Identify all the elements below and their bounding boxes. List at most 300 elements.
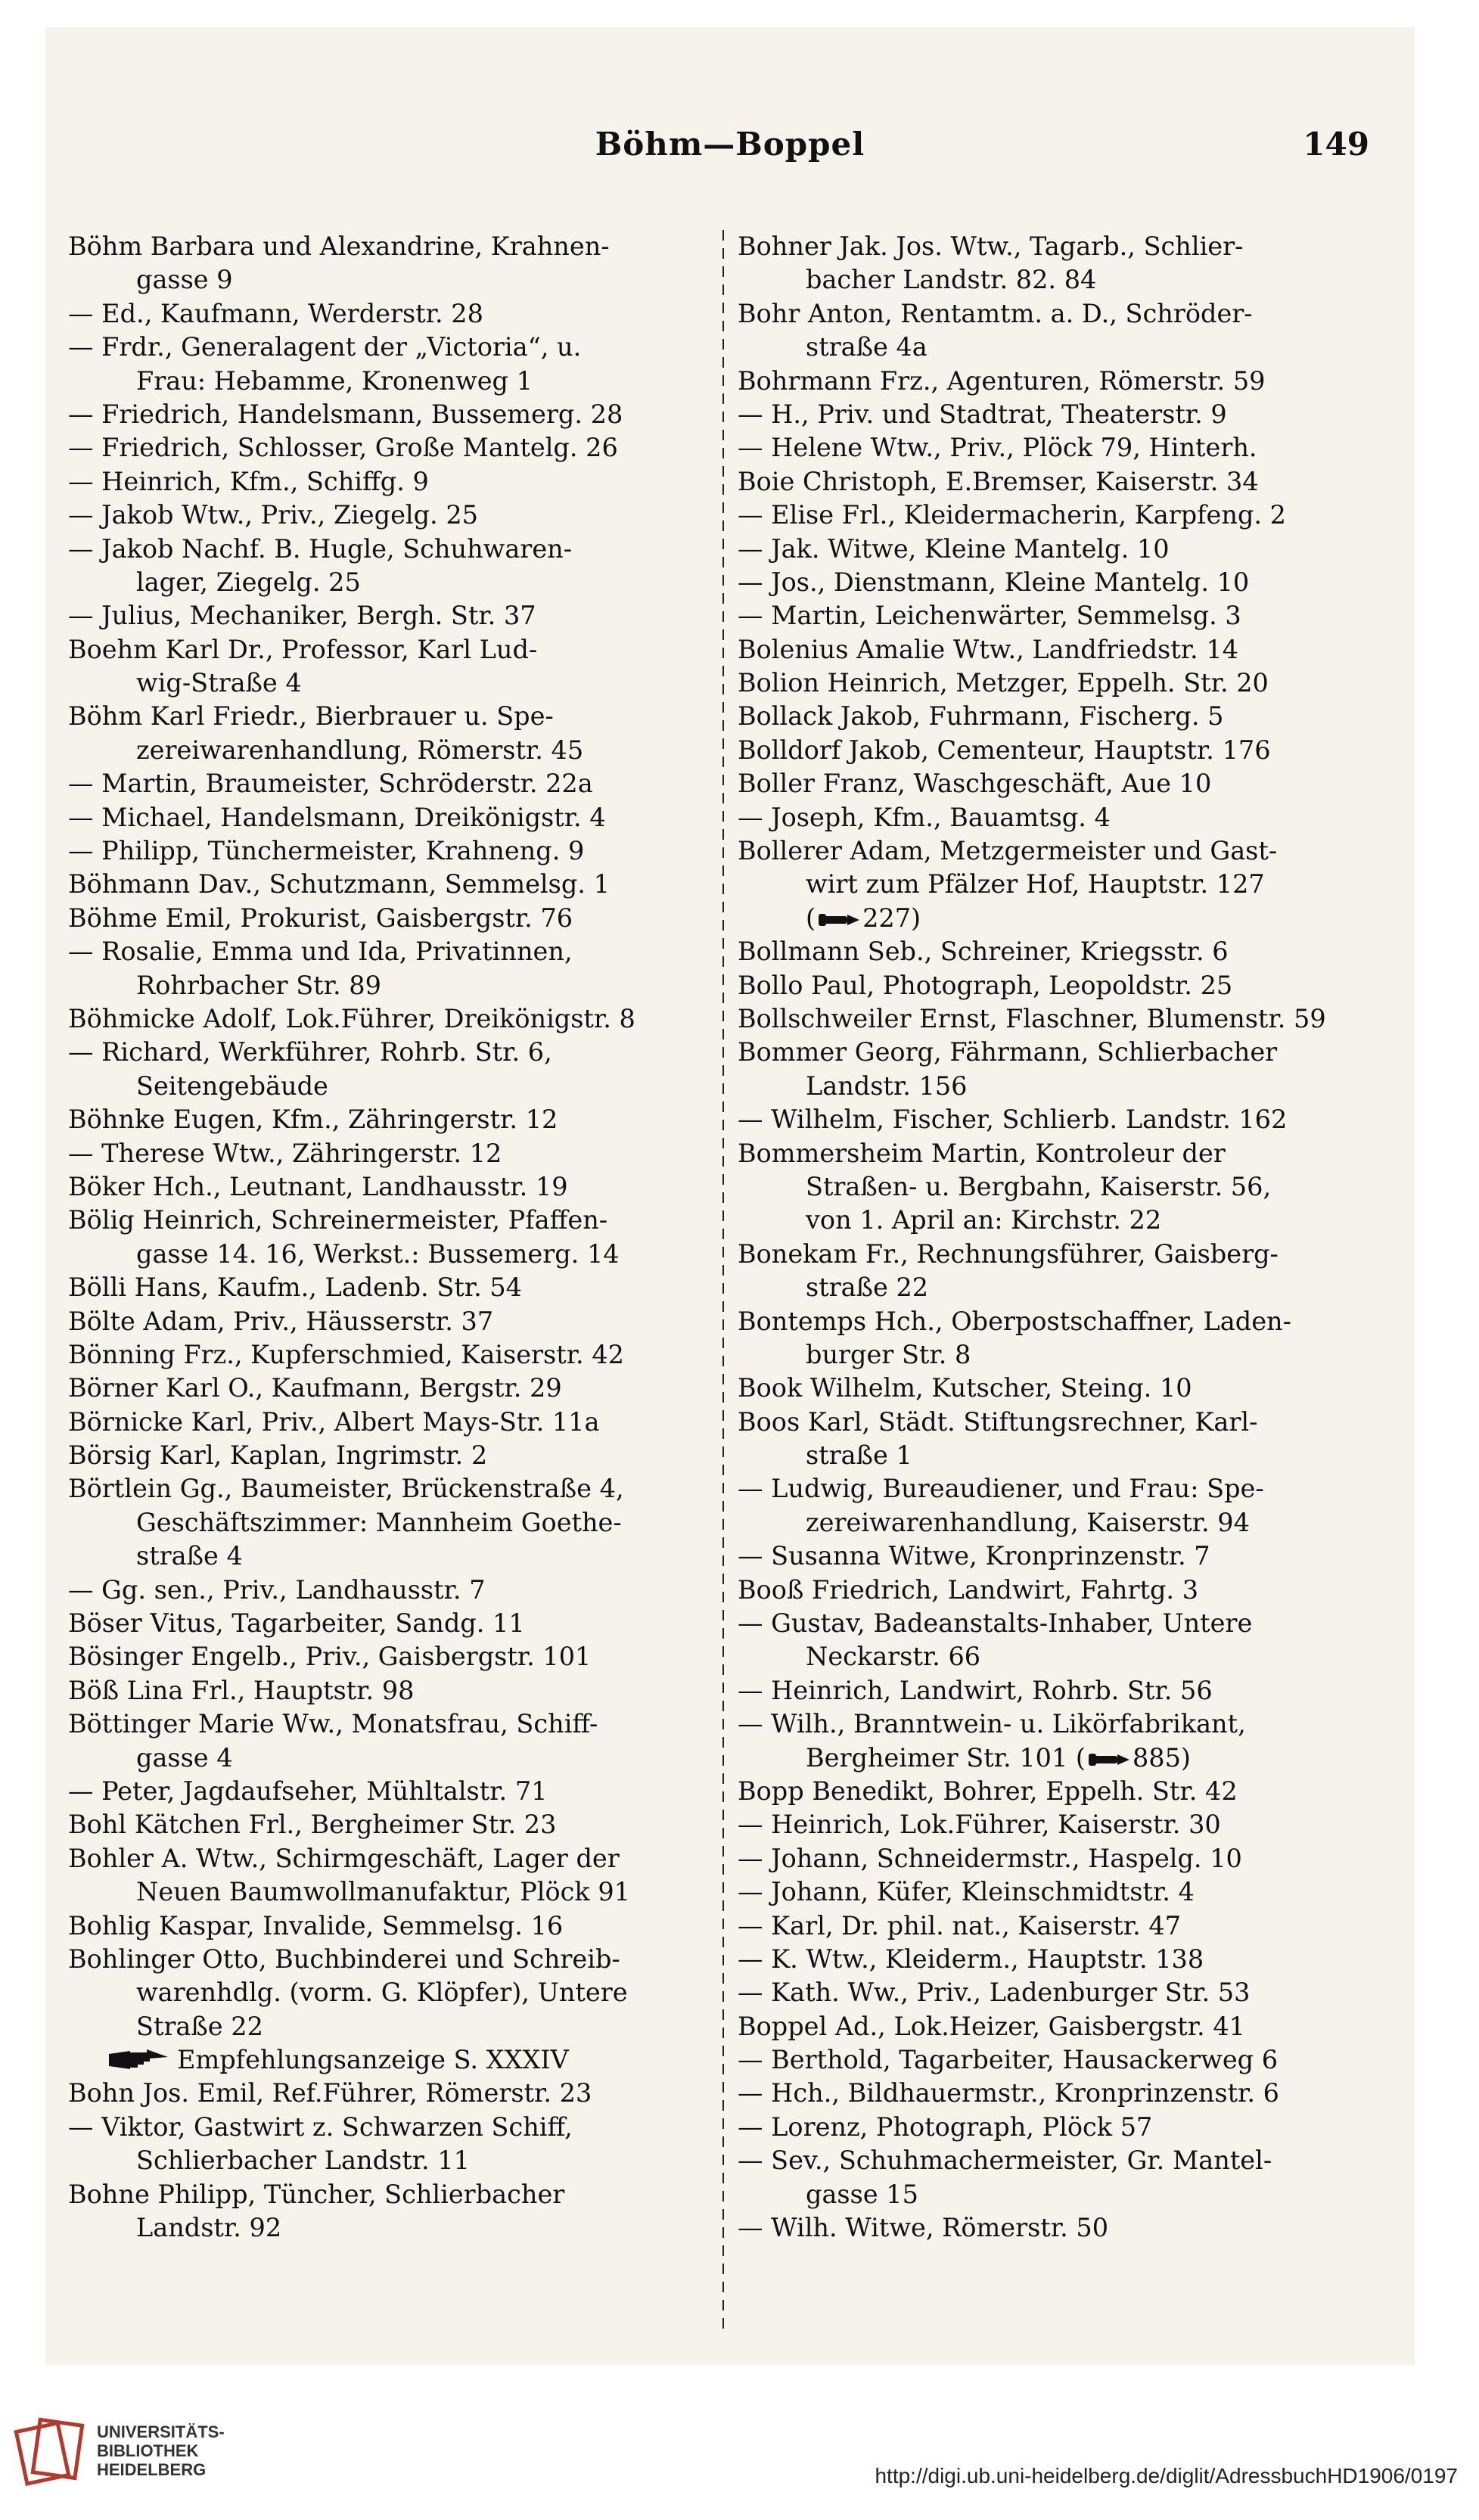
- directory-entry: [738, 1540, 1377, 1573]
- entry-text: Bollo Paul, Photograph, Leopoldstr. 25: [738, 970, 1233, 1000]
- entry-line: [738, 834, 1377, 868]
- directory-entry: [68, 902, 707, 935]
- entry-text: Bollack Jakob, Fuhrmann, Fischerg. 5: [738, 701, 1224, 732]
- entry-continuation: [68, 667, 707, 700]
- entry-text: Böhm Barbara und Alexandrine, Krahnen-: [68, 231, 610, 261]
- entry-line: [738, 1406, 1377, 1439]
- entry-text: Bohlinger Otto, Buchbinderei und Schreib-: [68, 1944, 620, 1974]
- entry-text: warenhdlg. (vorm. G. Klöpfer), Untere: [136, 1978, 628, 2008]
- entry-text: — Hch., Bildhauermstr., Kronprinzenstr. 6: [738, 2078, 1279, 2108]
- entry-line: [68, 499, 707, 532]
- entry-line: [68, 533, 707, 566]
- entry-text: — Therese Wtw., Zähringerstr. 12: [68, 1138, 502, 1168]
- directory-entry: [68, 868, 707, 901]
- entry-text: lager, Ziegelg. 25: [136, 567, 361, 597]
- entry-line: [738, 969, 1377, 1002]
- directory-entry: [738, 1472, 1377, 1540]
- entry-text: — Joseph, Kfm., Bauamtsg. 4: [738, 802, 1111, 832]
- entry-text: zereiwarenhandlung, Kaiserstr. 94: [806, 1507, 1250, 1537]
- entry-text: Bohler A. Wtw., Schirmgeschäft, Lager der: [68, 1843, 620, 1873]
- entry-line: [738, 465, 1377, 499]
- directory-entry: [738, 1909, 1377, 1943]
- entry-text: Böhmann Dav., Schutzmann, Semmelsg. 1: [68, 869, 610, 900]
- entry-line: [68, 1909, 707, 1943]
- directory-entry: [738, 297, 1377, 365]
- library-name-line: BIBLIOTHEK: [97, 2441, 199, 2460]
- entry-line: [738, 1002, 1377, 1036]
- entry-continuation: [738, 1338, 1377, 1372]
- entry-line: [68, 1943, 707, 1976]
- directory-entry: [738, 431, 1377, 465]
- entry-line: [738, 2211, 1377, 2245]
- entry-continuation: [738, 902, 1377, 935]
- entry-line: [738, 2111, 1377, 2144]
- entry-line: [68, 1406, 707, 1439]
- directory-entry: [68, 431, 707, 465]
- entry-line: [68, 1775, 707, 1808]
- entry-text: Empfehlungsanzeige S. XXXIV: [177, 2045, 569, 2075]
- entry-text: von 1. April an: Kirchstr. 22: [806, 1205, 1162, 1235]
- entry-text: — Berthold, Tagarbeiter, Hausackerweg 6: [738, 2045, 1279, 2075]
- entry-line: [68, 868, 707, 901]
- directory-entry: [68, 2178, 707, 2245]
- entry-line: [738, 633, 1377, 667]
- entry-text: Böhm Karl Friedr., Bierbrauer u. Spe-: [68, 701, 554, 732]
- entry-line: [68, 700, 707, 733]
- entry-text: — Frdr., Generalagent der „Victoria“, u.: [68, 332, 582, 362]
- directory-entry: [68, 1406, 707, 1439]
- entry-continuation: [738, 1070, 1377, 1103]
- entry-text: Börtlein Gg., Baumeister, Brückenstraße 4,: [68, 1474, 624, 1504]
- right-column: [738, 230, 1377, 2245]
- entry-continuation: [68, 1540, 707, 1573]
- directory-entry: [738, 599, 1377, 632]
- entry-line: [68, 1674, 707, 1707]
- entry-text: — Wilhelm, Fischer, Schlierb. Landstr. 162: [738, 1105, 1288, 1135]
- entry-line: [68, 1372, 707, 1405]
- directory-entry: [68, 499, 707, 532]
- entry-line: [738, 1137, 1377, 1170]
- directory-entry: [738, 230, 1377, 297]
- entry-continuation: [68, 365, 707, 398]
- directory-entry: [68, 1472, 707, 1573]
- entry-text: — Heinrich, Lok.Führer, Kaiserstr. 30: [738, 1810, 1221, 1840]
- entry-continuation: [738, 1170, 1377, 1204]
- entry-text: Boehm Karl Dr., Professor, Karl Lud-: [68, 634, 538, 664]
- entry-line: [68, 633, 707, 667]
- entry-text: — Helene Wtw., Priv., Plöck 79, Hinterh.: [738, 433, 1257, 463]
- directory-entry: [68, 1338, 707, 1372]
- directory-entry: [738, 2077, 1377, 2110]
- directory-entry: [68, 1775, 707, 1808]
- directory-entry: [68, 633, 707, 701]
- entry-text: Bohner Jak. Jos. Wtw., Tagarb., Schlier-: [738, 231, 1244, 261]
- entry-text: Böttinger Marie Ww., Monatsfrau, Schiff-: [68, 1709, 598, 1739]
- directory-entry: [738, 1674, 1377, 1707]
- directory-entry: [68, 700, 707, 767]
- entry-text: — H., Priv. und Stadtrat, Theaterstr. 9: [738, 399, 1227, 429]
- entry-line: [68, 1204, 707, 1237]
- directory-entry: [68, 1943, 707, 2043]
- directory-entry: [738, 398, 1377, 431]
- directory-entry: [738, 801, 1377, 834]
- entry-text: Bölli Hans, Kaufm., Ladenb. Str. 54: [68, 1272, 522, 1303]
- entry-line: [68, 2178, 707, 2211]
- directory-entry: [738, 2010, 1377, 2043]
- entry-continuation: [738, 1742, 1377, 1775]
- entry-text: Böser Vitus, Tagarbeiter, Sandg. 11: [68, 1608, 525, 1639]
- entry-text: Börsig Karl, Kaplan, Ingrimstr. 2: [68, 1440, 488, 1471]
- entry-text: Bollschweiler Ernst, Flaschner, Blumenstr. 59: [738, 1003, 1326, 1033]
- entry-text: Book Wilhelm, Kutscher, Steing. 10: [738, 1373, 1192, 1403]
- entry-text: Booß Friedrich, Landwirt, Fahrtg. 3: [738, 1574, 1199, 1605]
- directory-entry: [68, 1808, 707, 1841]
- entry-text: Boie Christoph, E.Bremser, Kaiserstr. 34: [738, 466, 1259, 496]
- entry-line: [68, 935, 707, 968]
- entry-line: [68, 297, 707, 331]
- entry-continuation: [738, 2178, 1377, 2211]
- entry-line: [68, 2043, 707, 2077]
- entry-line: [68, 1036, 707, 1069]
- entry-text: — Gg. sen., Priv., Landhausstr. 7: [68, 1574, 486, 1605]
- entry-line: [68, 2077, 707, 2110]
- directory-columns: [68, 230, 1392, 2348]
- entry-line: [738, 499, 1377, 532]
- entry-text: Straßen- u. Bergbahn, Kaiserstr. 56,: [806, 1171, 1272, 1201]
- entry-text: Boller Franz, Waschgeschäft, Aue 10: [738, 769, 1212, 799]
- entry-text: wirt zum Pfälzer Hof, Hauptstr. 127: [806, 869, 1265, 900]
- entry-line: [738, 1875, 1377, 1909]
- entry-text: Börnicke Karl, Priv., Albert Mays-Str. 11a: [68, 1406, 600, 1437]
- library-name: [97, 2422, 225, 2479]
- entry-text: Bohl Kätchen Frl., Bergheimer Str. 23: [68, 1810, 557, 1840]
- entry-line: [68, 767, 707, 800]
- entry-text: Bolenius Amalie Wtw., Landfriedstr. 14: [738, 634, 1238, 664]
- pointing-hand-icon: [107, 2048, 169, 2072]
- entry-text: — Michael, Handelsmann, Dreikönigstr. 4: [68, 802, 606, 832]
- entry-text: Bölte Adam, Priv., Häusserstr. 37: [68, 1306, 494, 1336]
- entry-line: [68, 1607, 707, 1640]
- directory-entry: [68, 834, 707, 868]
- page-header: [45, 126, 1415, 171]
- directory-entry: [68, 1002, 707, 1036]
- directory-entry: [68, 230, 707, 297]
- entry-line: [68, 1574, 707, 1607]
- directory-entry: [738, 1036, 1377, 1103]
- entry-text: Bölig Heinrich, Schreinermeister, Pfaffen-: [68, 1205, 608, 1235]
- entry-continuation: [738, 1506, 1377, 1540]
- entry-text: — Viktor, Gastwirt z. Schwarzen Schiff,: [68, 2111, 573, 2142]
- entry-line: [738, 767, 1377, 800]
- directory-entry: [68, 1640, 707, 1673]
- directory-entry: [738, 834, 1377, 935]
- entry-line: [68, 1338, 707, 1372]
- directory-entry: [68, 1204, 707, 1271]
- entry-line: [738, 1842, 1377, 1875]
- entry-text: — Lorenz, Photograph, Plöck 57: [738, 2111, 1153, 2142]
- entry-line: [738, 297, 1377, 331]
- entry-text: — K. Wtw., Kleiderm., Hauptstr. 138: [738, 1944, 1204, 1974]
- entry-text: Straße 22: [136, 2011, 263, 2041]
- entry-line: [738, 1036, 1377, 1069]
- entry-line: [68, 1439, 707, 1472]
- entry-text: — Heinrich, Kfm., Schiffg. 9: [68, 466, 429, 496]
- entry-line: [738, 365, 1377, 398]
- entry-line: [68, 1271, 707, 1304]
- directory-entry: [68, 801, 707, 834]
- entry-text: Neckarstr. 66: [806, 1642, 981, 1672]
- entry-line: [738, 2043, 1377, 2077]
- entry-line: [738, 566, 1377, 599]
- footer: [0, 2376, 1479, 2520]
- directory-entry: [68, 2111, 707, 2178]
- entry-text: — Ed., Kaufmann, Werderstr. 28: [68, 298, 483, 328]
- entry-text: Frau: Hebamme, Kronenweg 1: [136, 365, 533, 396]
- entry-line: [738, 1943, 1377, 1976]
- telephone-icon: [1089, 1751, 1129, 1768]
- directory-entry: [738, 2111, 1377, 2144]
- entry-line: [68, 1808, 707, 1841]
- entry-line: [68, 230, 707, 263]
- entry-line: [68, 1137, 707, 1170]
- entry-line: [738, 1909, 1377, 1943]
- entry-line: [738, 2010, 1377, 2043]
- entry-text: gasse 15: [806, 2179, 918, 2209]
- directory-entry: [68, 2043, 707, 2077]
- entry-text: — Martin, Leichenwärter, Semmelsg. 3: [738, 601, 1241, 631]
- directory-entry: [738, 2211, 1377, 2245]
- entry-line: [68, 834, 707, 868]
- directory-entry: [68, 1707, 707, 1775]
- directory-entry: [738, 667, 1377, 700]
- entry-text: — Richard, Werkführer, Rohrb. Str. 6,: [68, 1037, 552, 1067]
- column-divider: [722, 230, 724, 2333]
- entry-line: [68, 902, 707, 935]
- entry-line: [738, 1103, 1377, 1136]
- entry-text: Böhmicke Adolf, Lok.Führer, Dreikönigstr. 8: [68, 1003, 635, 1033]
- directory-entry: [68, 1271, 707, 1304]
- directory-entry: [738, 1372, 1377, 1405]
- entry-text: Bohr Anton, Rentamtm. a. D., Schröder-: [738, 298, 1253, 328]
- entry-text: — Wilh. Witwe, Römerstr. 50: [738, 2213, 1109, 2243]
- entry-line: [738, 533, 1377, 566]
- directory-entry: [738, 1103, 1377, 1136]
- entry-text: — Jak. Witwe, Kleine Mantelg. 10: [738, 533, 1170, 564]
- entry-text: — Ludwig, Bureaudiener, und Frau: Spe-: [738, 1474, 1264, 1504]
- directory-entry: [738, 2043, 1377, 2077]
- entry-line: [738, 700, 1377, 733]
- entry-text: — Martin, Braumeister, Schröderstr. 22a: [68, 769, 593, 799]
- left-column: [68, 230, 707, 2245]
- entry-line: [738, 667, 1377, 700]
- entry-line: [738, 935, 1377, 968]
- directory-entry: [738, 734, 1377, 767]
- directory-entry: [738, 1574, 1377, 1607]
- entry-text: Bontemps Hch., Oberpostschaffner, Laden-: [738, 1306, 1291, 1336]
- entry-continuation: [68, 1742, 707, 1775]
- directory-entry: [68, 1674, 707, 1707]
- entry-text: — Jakob Nachf. B. Hugle, Schuhwaren-: [68, 533, 573, 564]
- entry-continuation: [68, 2010, 707, 2043]
- entry-text: Bolldorf Jakob, Cementeur, Hauptstr. 176: [738, 735, 1271, 765]
- directory-entry: [738, 365, 1377, 398]
- directory-entry: [738, 1976, 1377, 2009]
- entry-text: Bommersheim Martin, Kontroleur der: [738, 1138, 1226, 1168]
- directory-entry: [68, 331, 707, 398]
- directory-entry: [68, 767, 707, 800]
- directory-entry: [738, 1406, 1377, 1473]
- entry-text: straße 4a: [806, 332, 927, 362]
- entry-text: Neuen Baumwollmanufaktur, Plöck 91: [136, 1877, 630, 1907]
- entry-text: Boppel Ad., Lok.Heizer, Gaisbergstr. 41: [738, 2011, 1245, 2041]
- entry-text: — Susanna Witwe, Kronprinzenstr. 7: [738, 1541, 1210, 1571]
- directory-entry: [738, 499, 1377, 532]
- entry-text: gasse 14. 16, Werkst.: Bussemerg. 14: [136, 1238, 620, 1269]
- page-title: Böhm—Boppel: [595, 126, 865, 163]
- directory-entry: [68, 1574, 707, 1607]
- entry-line: [738, 2144, 1377, 2177]
- entry-text: Bohn Jos. Emil, Ref.Führer, Römerstr. 23: [68, 2078, 592, 2108]
- entry-text: Börner Karl O., Kaufmann, Bergstr. 29: [68, 1373, 562, 1403]
- entry-continuation: [68, 566, 707, 599]
- entry-line: [68, 1842, 707, 1875]
- entry-text: Bonekam Fr., Rechnungsführer, Gaisberg-: [738, 1238, 1279, 1269]
- entry-continuation: [68, 1070, 707, 1103]
- library-name-line: UNIVERSITÄTS-: [97, 2422, 225, 2441]
- directory-entry: [738, 1238, 1377, 1305]
- entry-text: straße 1: [806, 1440, 912, 1471]
- directory-entry: [738, 1943, 1377, 1976]
- entry-line: [68, 1640, 707, 1673]
- entry-line: [738, 1238, 1377, 1271]
- directory-entry: [68, 1137, 707, 1170]
- entry-text: Bergheimer Str. 101 ( 885): [806, 1742, 1191, 1773]
- directory-entry: [738, 1137, 1377, 1238]
- entry-text: Böhnke Eugen, Kfm., Zähringerstr. 12: [68, 1105, 558, 1135]
- directory-entry: [68, 1909, 707, 1943]
- entry-line: [738, 1775, 1377, 1808]
- entry-line: [738, 2077, 1377, 2110]
- entry-text: — Rosalie, Emma und Ida, Privatinnen,: [68, 937, 573, 967]
- entry-text: bacher Landstr. 82. 84: [806, 265, 1097, 295]
- library-logo-icon: [14, 2412, 89, 2487]
- entry-text: Bommer Georg, Fährmann, Schlierbacher: [738, 1037, 1278, 1067]
- scanned-page: [45, 27, 1415, 2365]
- entry-line: [68, 1707, 707, 1741]
- entry-line: [738, 801, 1377, 834]
- entry-text: — Johann, Schneidermstr., Haspelg. 10: [738, 1843, 1242, 1873]
- entry-line: [68, 1305, 707, 1338]
- entry-continuation: [68, 1506, 707, 1540]
- entry-text: Böker Hch., Leutnant, Landhausstr. 19: [68, 1171, 568, 1201]
- directory-entry: [738, 969, 1377, 1002]
- entry-text: Bohrmann Frz., Agenturen, Römerstr. 59: [738, 365, 1266, 396]
- entry-text: Bollerer Adam, Metzgermeister und Gast-: [738, 836, 1278, 866]
- entry-text: wig-Straße 4: [136, 668, 302, 698]
- entry-continuation: [68, 263, 707, 297]
- entry-line: [738, 599, 1377, 632]
- entry-continuation: [738, 1204, 1377, 1237]
- entry-line: [68, 331, 707, 364]
- entry-text: Geschäftszimmer: Mannheim Goethe-: [136, 1507, 622, 1537]
- telephone-icon: [819, 912, 859, 928]
- entry-line: [68, 2111, 707, 2144]
- entry-continuation: [68, 2211, 707, 2245]
- directory-entry: [68, 297, 707, 331]
- entry-line: [68, 1103, 707, 1136]
- entry-line: [738, 1540, 1377, 1573]
- directory-entry: [738, 1707, 1377, 1775]
- entry-line: [738, 431, 1377, 465]
- entry-continuation: [738, 1640, 1377, 1673]
- entry-line: [68, 465, 707, 499]
- entry-line: [738, 1674, 1377, 1707]
- directory-entry: [68, 1103, 707, 1136]
- directory-entry: [738, 1002, 1377, 1036]
- source-url-link[interactable]: http://digi.ub.uni-heidelberg.de/diglit/AdressbuchHD1906/0197: [875, 2464, 1458, 2487]
- entry-text: Rohrbacher Str. 89: [136, 970, 381, 1000]
- entry-text: Böhme Emil, Prokurist, Gaisbergstr. 76: [68, 903, 573, 933]
- entry-continuation: [738, 263, 1377, 297]
- entry-line: [68, 599, 707, 632]
- entry-text: Seitengebäude: [136, 1070, 328, 1101]
- entry-line: [738, 1707, 1377, 1741]
- entry-text: straße 22: [806, 1272, 929, 1303]
- directory-entry: [738, 465, 1377, 499]
- directory-entry: [68, 398, 707, 431]
- entry-text: Bolion Heinrich, Metzger, Eppelh. Str. 20: [738, 668, 1269, 698]
- entry-line: [738, 1472, 1377, 1505]
- entry-line: [738, 734, 1377, 767]
- directory-entry: [738, 1808, 1377, 1841]
- entry-line: [738, 398, 1377, 431]
- directory-entry: [68, 1036, 707, 1103]
- entry-text: — Elise Frl., Kleidermacherin, Karpfeng. 2: [738, 500, 1286, 530]
- directory-entry: [68, 1607, 707, 1640]
- entry-text: Bönning Frz., Kupferschmied, Kaiserstr. 42: [68, 1339, 624, 1369]
- entry-text: — Karl, Dr. phil. nat., Kaiserstr. 47: [738, 1910, 1182, 1940]
- entry-line: [68, 398, 707, 431]
- entry-text: Böß Lina Frl., Hauptstr. 98: [68, 1675, 415, 1705]
- entry-text: gasse 9: [136, 265, 233, 295]
- directory-entry: [68, 2077, 707, 2110]
- page-number: 149: [1303, 126, 1369, 163]
- directory-entry: [738, 1775, 1377, 1808]
- directory-entry: [68, 599, 707, 632]
- directory-entry: [738, 935, 1377, 968]
- directory-entry: [738, 1842, 1377, 1875]
- directory-entry: [68, 1170, 707, 1204]
- entry-line: [738, 1607, 1377, 1640]
- directory-entry: [68, 935, 707, 1002]
- entry-line: [738, 1372, 1377, 1405]
- entry-line: [68, 431, 707, 465]
- entry-text: — Friedrich, Handelsmann, Bussemerg. 28: [68, 399, 623, 429]
- entry-line: [68, 1472, 707, 1505]
- entry-line: [738, 1976, 1377, 2009]
- entry-text: — Jos., Dienstmann, Kleine Mantelg. 10: [738, 567, 1250, 597]
- directory-entry: [68, 1372, 707, 1405]
- directory-entry: [738, 1875, 1377, 1909]
- entry-text: — Sev., Schuhmachermeister, Gr. Mantel-: [738, 2146, 1272, 2176]
- library-name-line: HEIDELBERG: [97, 2460, 207, 2479]
- entry-line: [738, 1808, 1377, 1841]
- entry-continuation: [68, 1875, 707, 1909]
- entry-text: ( 227): [806, 903, 921, 933]
- directory-entry: [68, 533, 707, 600]
- entry-text: Bohlig Kaspar, Invalide, Semmelsg. 16: [68, 1910, 564, 1940]
- entry-line: [68, 1170, 707, 1204]
